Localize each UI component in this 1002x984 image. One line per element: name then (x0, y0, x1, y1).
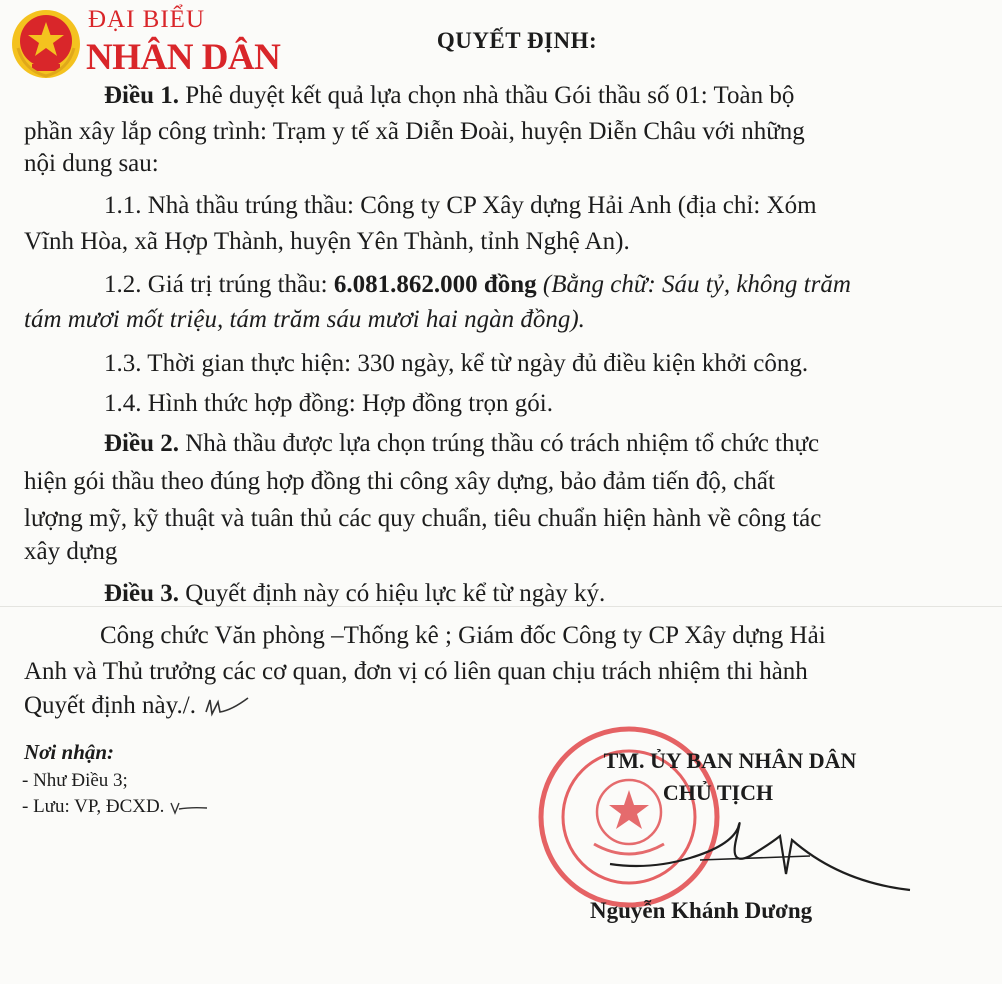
article1-line2: phần xây lắp công trình: Trạm y tế xã Diễn Đoài, huyện Diễn Châu với những (24, 118, 805, 145)
article2-line4: xây dựng (24, 538, 118, 565)
execution-line3 (24, 692, 964, 720)
article1-text1: Phê duyệt kết quả lựa chọn nhà thầu Gói thầu số 01: Toàn bộ (185, 82, 795, 109)
logo-text-top: ĐẠI BIỂU (88, 6, 206, 33)
contract-value-words1: (Bằng chữ: Sáu tỷ, không trăm (542, 271, 851, 298)
article3-text: Quyết định này có hiệu lực kể từ ngày ký. (185, 580, 606, 607)
recipient-item: - Như Điều 3; (22, 770, 128, 791)
article3-line (104, 580, 1002, 608)
execution-line1: Công chức Văn phòng –Thống kê ; Giám đốc Công ty CP Xây dựng Hải (100, 622, 826, 649)
item-1-4: 1.4. Hình thức hợp đồng: Hợp đồng trọn gói. (104, 390, 553, 417)
article3-heading: Điều 3. (104, 580, 179, 607)
article2-line2: hiện gói thầu theo đúng hợp đồng thi công xây dựng, bảo đảm tiến độ, chất (24, 468, 775, 495)
contract-value-words2: tám mươi mốt triệu, tám trăm sáu mươi hai ngàn đồng). (24, 306, 585, 333)
item-1-1-line1: 1.1. Nhà thầu trúng thầu: Công ty CP Xây dựng Hải Anh (địa chỉ: Xóm (104, 192, 817, 219)
item-1-3: 1.3. Thời gian thực hiện: 330 ngày, kể từ ngày đủ điều kiện khởi công. (104, 350, 809, 377)
recipient-item (22, 796, 209, 818)
item-1-2-label: 1.2. Giá trị trúng thầu: (104, 271, 328, 298)
signatory-position: CHỦ TỊCH (662, 780, 774, 805)
article2-line1 (104, 430, 1002, 458)
article2-line3: lượng mỹ, kỹ thuật và tuân thủ các quy chuẩn, tiêu chuẩn hiện hành về công tác (24, 505, 822, 532)
contract-value: 6.081.862.000 đồng (333, 271, 537, 298)
execution-text3: Quyết định này./. (24, 692, 196, 719)
initial-mark-icon (202, 694, 252, 720)
article2-heading: Điều 2. (104, 430, 179, 457)
execution-line2: Anh và Thủ trưởng các cơ quan, đơn vị có liên quan chịu trách nhiệm thi hành (24, 658, 808, 685)
recipients-title: Nơi nhận: (24, 740, 115, 764)
article1-heading: Điều 1. (104, 82, 179, 109)
item-1-1-line2: Vĩnh Hòa, xã Hợp Thành, huyện Yên Thành, tỉnh Nghệ An). (24, 228, 630, 255)
item-1-2-line2 (24, 306, 964, 334)
article2-text1: Nhà thầu được lựa chọn trúng thầu có trách nhiệm tổ chức thực (185, 430, 820, 457)
recipient-item-text: - Lưu: VP, ĐCXD. (22, 796, 165, 817)
item-1-2-line1 (104, 271, 1002, 299)
handwritten-signature-icon (580, 800, 920, 900)
signatory-name: Nguyễn Khánh Dương (590, 898, 813, 923)
article1-line1 (24, 82, 964, 110)
initial-mark-icon (169, 799, 209, 817)
decision-title: QUYẾT ĐỊNH: (436, 28, 598, 53)
signatory-organization: TM. ỦY BAN NHÂN DÂN (603, 748, 857, 773)
logo-text-main: NHÂN DÂN (86, 37, 281, 78)
article1-line3: nội dung sau: (24, 150, 159, 177)
